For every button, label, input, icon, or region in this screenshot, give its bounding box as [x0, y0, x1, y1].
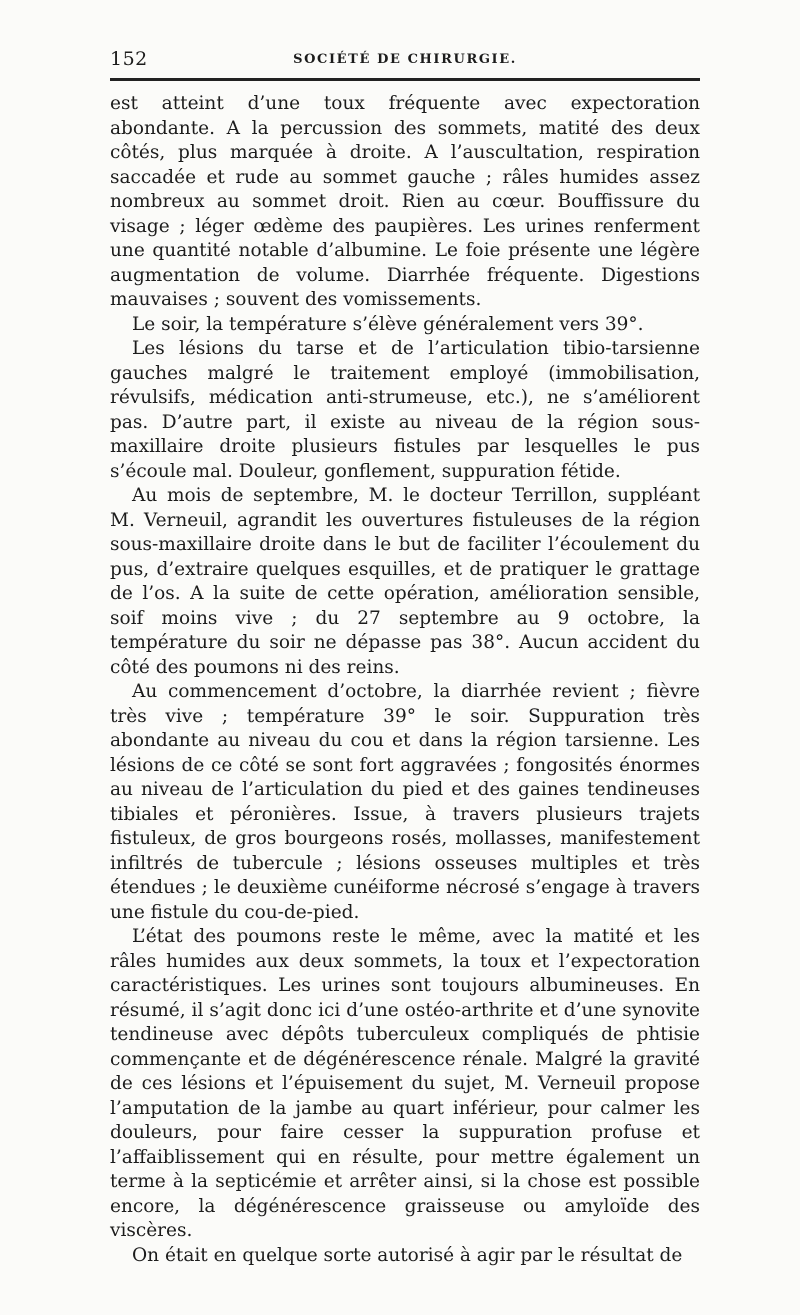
paragraph: Le soir, la température s’élève généralement vers 39°. [132, 313, 644, 335]
paragraph: Au mois de septembre, M. le docteur Terrillon, suppléant M. Verneuil, agrandit les ouvertures fistuleuses de la région sous-maxillaire droite dans le but de faciliter l’écoulement du pus, d’extraire quelques esquilles, et de pratiquer le grattage de l’os. A la suite de cette opération, amélioration sensible, soif moins vive ; du 27 septembre au 9 octobre, la température du soir ne dépasse pas 38°. Aucun accident du côté des poumons ni des reins. [110, 485, 700, 678]
paragraph: Au commencement d’octobre, la diarrhée revient ; fièvre très vive ; température 39° le soir. Suppuration très abondante au niveau du cou et dans la région tarsienne. Les lésions de ce côté se sont fort aggravées ; fongosités énormes au niveau de l’articulation du pied et des gaines tendineuses tibiales et péronières. Issue, à travers plusieurs trajets fistuleux, de gros bourgeons rosés, mollasses, manifestement infiltrés de tubercule ; lésions osseuses multiples et très étendues ; le deuxième cunéiforme nécrosé s’engage à travers une fistule du cou-de-pied. [110, 681, 700, 923]
paragraph: On était en quelque sorte autorisé à agir par le résultat de [132, 1244, 683, 1266]
page-number: 152 [110, 48, 148, 70]
paragraph: est atteint d’une toux fréquente avec expectoration abondante. A la percussion des sommets, matité des deux côtés, plus marquée à droite. A l’auscultation, respiration saccadée et rude au sommet gauche ; râles humides assez nombreux au sommet droit. Rien au cœur. Bouffissure du visage ; léger œdème des paupières. Les urines renferment une quantité notable d’albumine. Le foie présente une légère augmentation de volume. Diarrhée fréquente. Digestions mauvaises ; souvent des vomissements. [110, 93, 700, 310]
paragraph: L’état des poumons reste le même, avec la matité et les râles humides aux deux sommets, la toux et l’expectoration caractéristiques. Les urines sont toujours albumineuses. En résumé, il s’agit donc ici d’une ostéo-arthrite et d’une synovite tendineuse avec dépôts tuberculeux compliqués de phtisie commençante et de dégénérescence rénale. Malgré la gravité de ces lésions et l’épuisement du sujet, M. Verneuil propose l’amputation de la jambe au quart inférieur, pour calmer les douleurs, pour faire cesser la suppuration profuse et l’affaiblissement qui en résulte, pour mettre également un terme à la septicémie et arrêter ainsi, si la chose est possible encore, la dégénérescence graisseuse ou amyloïde des viscères. [110, 926, 700, 1241]
body-text [110, 92, 700, 1268]
paragraph: Les lésions du tarse et de l’articulation tibio-tarsienne gauches malgré le traitement employé (immobilisation, révulsifs, médication anti-strumeuse, etc.), ne s’améliorent pas. D’autre part, il existe au niveau de la région sous-maxillaire droite plusieurs fistules par lesquelles le pus s’écoule mal. Douleur, gonflement, suppuration fétide. [110, 338, 700, 482]
header-rule [110, 78, 700, 81]
page-header [110, 48, 700, 78]
running-head: SOCIÉTÉ DE CHIRURGIE. [293, 52, 517, 67]
